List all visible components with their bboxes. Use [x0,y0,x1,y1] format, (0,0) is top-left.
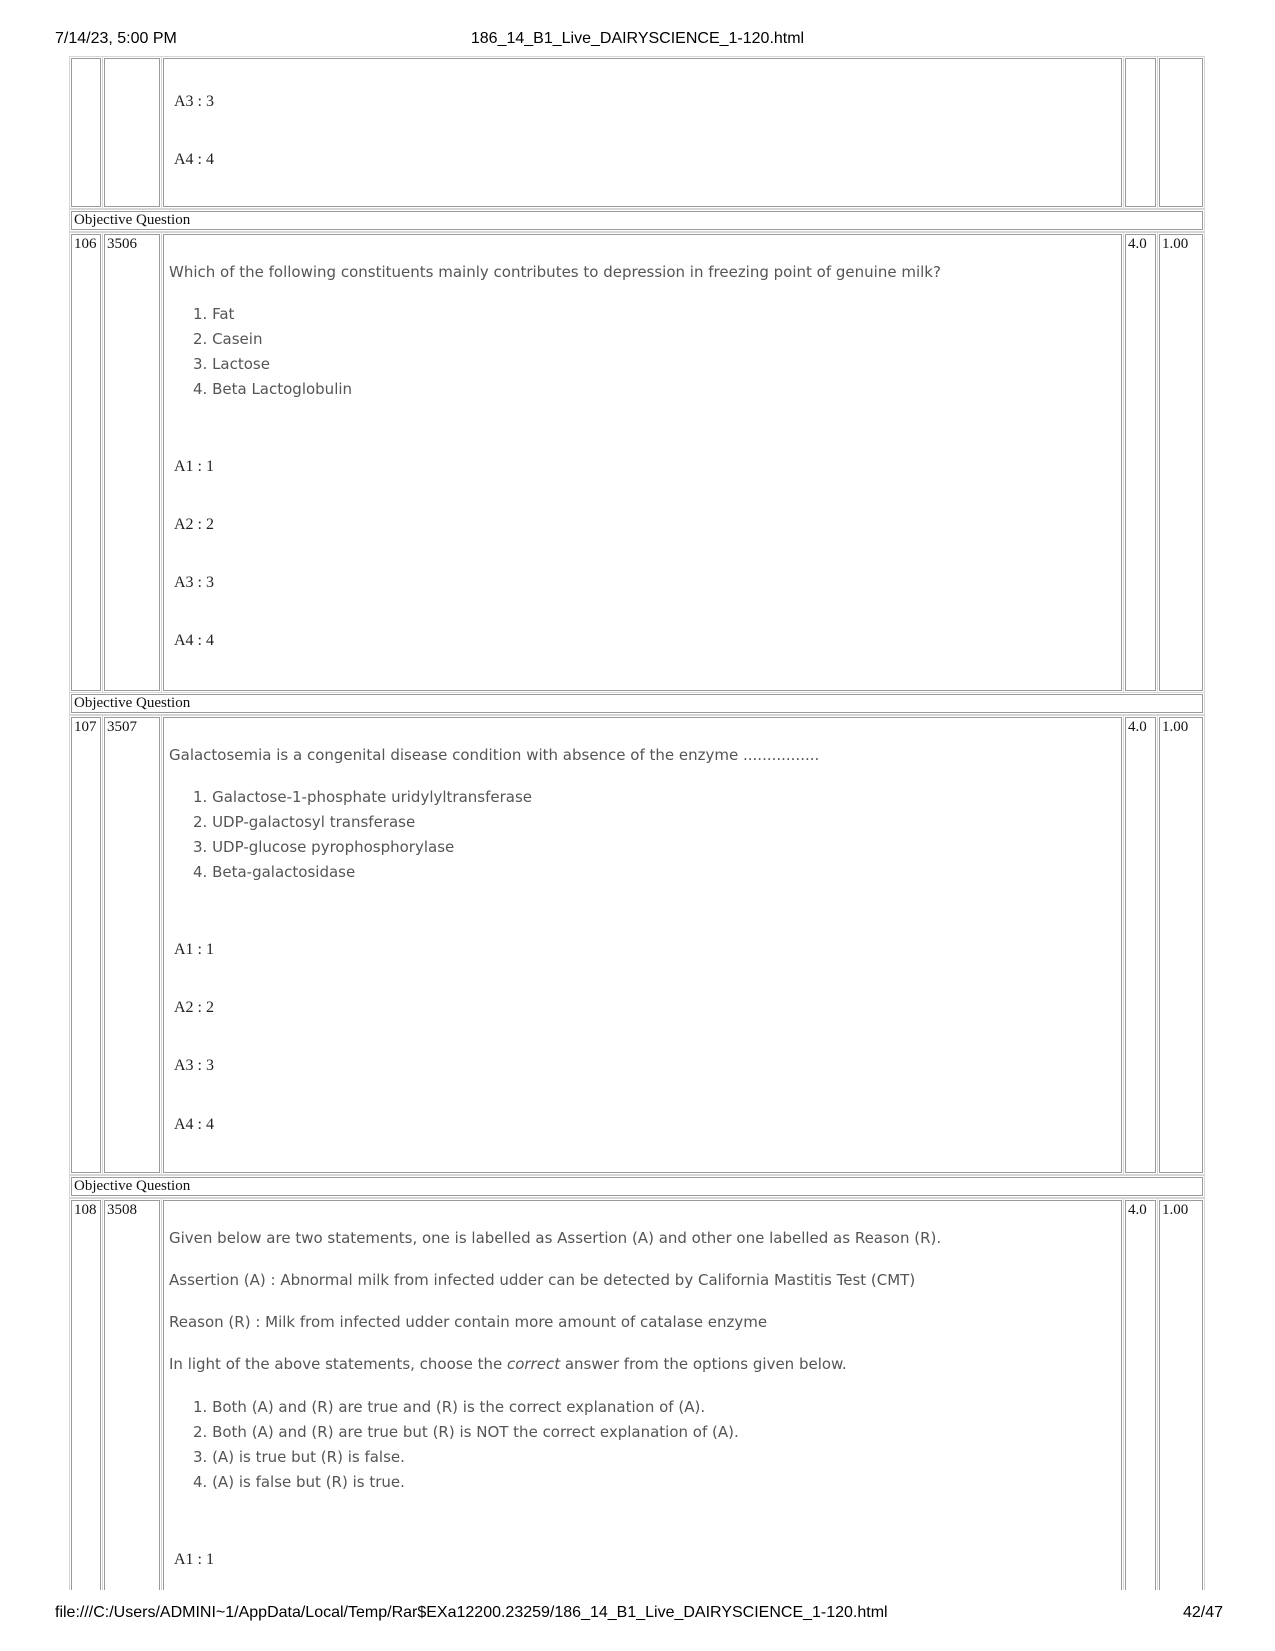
negative-marks-value: 1.00 [1162,236,1189,252]
answer-option: A2 : 2 [174,516,214,533]
number-cell [71,58,101,207]
marks-cell [1125,234,1156,691]
number-cell [71,717,101,1173]
id-cell [104,234,160,691]
instruction-text-start: In light of the above statements, choose the [169,1355,507,1373]
assertion-statement: Assertion (A) : Abnormal milk from infected udder can be detected by California Mastitis Test (CMT) [169,1271,916,1289]
section-label: Objective Question [71,1177,1203,1196]
option-item: 3. (A) is true but (R) is false. [193,1448,405,1466]
answer-option: A4 : 4 [174,151,214,168]
id-cell [104,1200,160,1651]
marks-cell [1125,58,1156,207]
question-text: Galactosemia is a congenital disease condition with absence of the enzyme ................ [169,746,820,764]
answer-option: A1 : 1 [174,1551,214,1568]
marks-cell [1125,1200,1156,1651]
id-cell [104,717,160,1173]
negative-marks-cell [1159,58,1203,207]
negative-marks-value: 1.00 [1162,719,1189,735]
option-item: 4. Beta Lactoglobulin [193,380,353,398]
marks-value: 4.0 [1128,719,1147,735]
options-list [193,1395,739,1495]
answer-option: A3 : 3 [174,574,214,591]
question-number: 108 [74,1202,97,1218]
number-cell [71,234,101,691]
option-item: 2. Casein [193,330,263,348]
question-number: 106 [74,236,97,252]
option-item: 3. Lactose [193,355,270,373]
answer-option: A3 : 3 [174,1057,214,1074]
question-id: 3507 [107,719,137,735]
answer-option: A1 : 1 [174,458,214,475]
options-list [193,785,532,885]
marks-cell [1125,717,1156,1173]
file-path: file:///C:/Users/ADMINI~1/AppData/Local/Temp/Rar$EXa12200.23259/186_14_B1_Live_DAIRYSCIENCE_1-120.html [55,1604,888,1621]
reason-statement: Reason (R) : Milk from infected udder contain more amount of catalase enzyme [169,1313,768,1331]
page-number: 42/47 [1182,1604,1223,1621]
instruction-text [169,1355,847,1373]
print-title: 186_14_B1_Live_DAIRYSCIENCE_1-120.html [470,30,805,47]
answer-option: A4 : 4 [174,632,214,649]
answer-option: A3 : 3 [174,93,214,110]
question-number: 107 [74,719,97,735]
option-item: 4. Beta-galactosidase [193,863,356,881]
instruction-text-end: answer from the options given below. [560,1355,847,1373]
options-list [193,302,352,402]
option-item: 4. (A) is false but (R) is true. [193,1473,405,1491]
option-item: 3. UDP-glucose pyrophosphorylase [193,838,455,856]
marks-value: 4.0 [1128,236,1147,252]
print-datetime: 7/14/23, 5:00 PM [55,30,177,47]
negative-marks-cell [1159,1200,1203,1651]
option-item: 1. Fat [193,305,235,323]
option-item: 2. UDP-galactosyl transferase [193,813,416,831]
answer-option: A1 : 1 [174,941,214,958]
assertion-intro: Given below are two statements, one is labelled as Assertion (A) and other one labelled as Reason (R). [169,1229,942,1247]
question-cell [163,58,1122,207]
answer-option: A2 : 2 [174,999,214,1016]
question-text: Which of the following constituents mainly contributes to depression in freezing point of genuine milk? [169,263,941,281]
section-label: Objective Question [71,211,1203,230]
option-item: 1. Both (A) and (R) are true and (R) is the correct explanation of (A). [193,1398,706,1416]
question-id: 3506 [107,236,137,252]
negative-marks-cell [1159,234,1203,691]
option-item: 2. Both (A) and (R) are true but (R) is NOT the correct explanation of (A). [193,1423,739,1441]
instruction-emphasis: correct [506,1355,561,1373]
negative-marks-value: 1.00 [1162,1202,1189,1218]
question-id: 3508 [107,1202,137,1218]
option-item: 1. Galactose-1-phosphate uridylyltransferase [193,788,533,806]
marks-value: 4.0 [1128,1202,1147,1218]
negative-marks-cell [1159,717,1203,1173]
number-cell [71,1200,101,1651]
id-cell [104,58,160,207]
section-label: Objective Question [71,694,1203,713]
answer-option: A4 : 4 [174,1116,214,1133]
